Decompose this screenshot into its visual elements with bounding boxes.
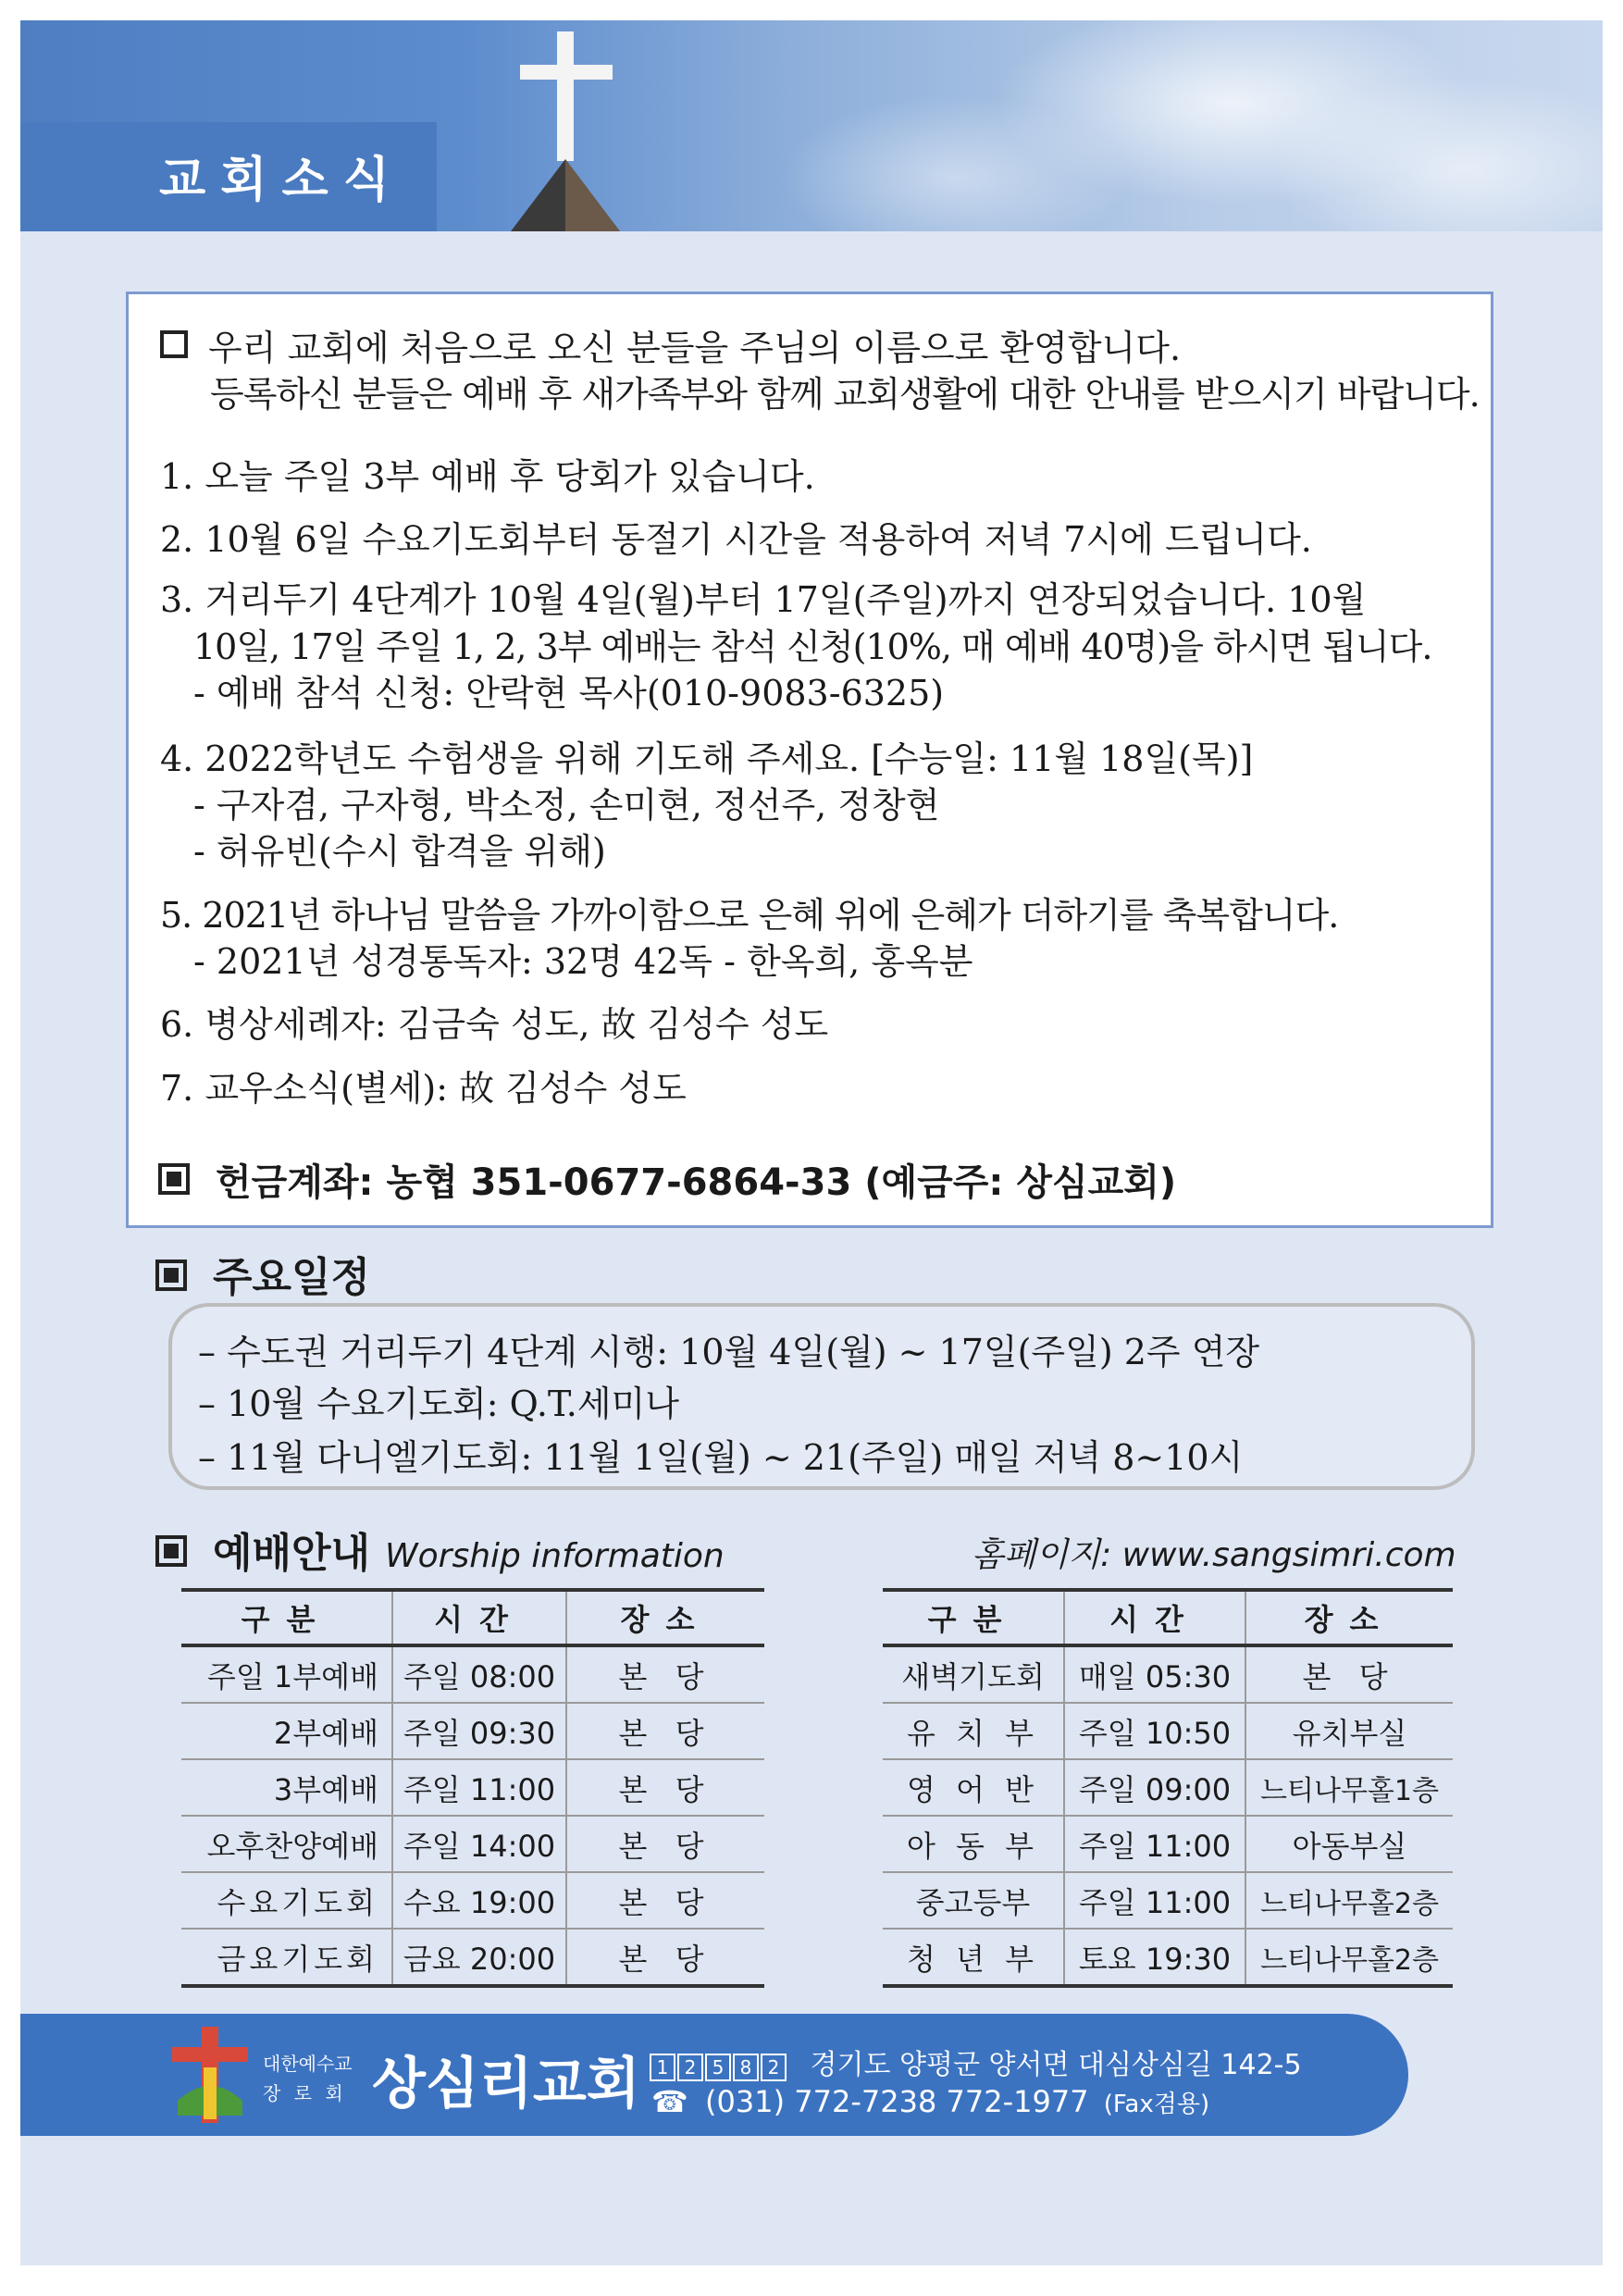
table-row: 수요기도회 수요 19:00 본 당	[181, 1872, 764, 1929]
column-header: 구분	[883, 1590, 1064, 1645]
notice-box	[126, 292, 1493, 1228]
homepage-link[interactable]: 홈페이지: www.sangsimri.com	[972, 1536, 1456, 1574]
worship-heading: 예배안내 Worship information	[155, 1520, 725, 1579]
table-row: 2부예배 주일 09:30 본 당	[181, 1703, 764, 1759]
column-header: 시간	[1064, 1590, 1245, 1645]
address-line: 1 2 5 8 2 경기도 양평군 양서면 대심상심길 142-5	[650, 2042, 1302, 2082]
table-row: 아 동 부 주일 11:00 아동부실	[883, 1816, 1453, 1872]
schedule-item: – 10월 수요기도회: Q.T.세미나	[198, 1384, 679, 1424]
notice-3-line-2: 10일, 17일 주일 1, 2, 3부 예배는 참석 신청(10%, 매 예배 40명)을 하시면 됩니다.	[193, 627, 1432, 667]
notice-3-line-3: - 예배 참석 신청: 안락현 목사(010-9083-6325)	[193, 673, 945, 714]
square-bullet-icon	[158, 1163, 190, 1195]
table-row: 영 어 반 주일 09:00 느티나무홀1층	[883, 1759, 1453, 1816]
table-row: 청 년 부 토요 19:30 느티나무홀2층	[883, 1929, 1453, 1986]
square-bullet-icon	[155, 1535, 187, 1567]
footer-bar	[20, 2014, 1408, 2136]
page-title: 교회소식	[159, 153, 404, 208]
schedule-heading: 주요일정	[155, 1244, 370, 1303]
worship-table-left	[181, 1588, 764, 1988]
checkbox-bullet-icon	[160, 330, 188, 358]
notice-4-line-2: - 구자겸, 구자형, 박소정, 손미현, 정선주, 정창현	[193, 785, 940, 825]
welcome-line-1: 우리 교회에 처음으로 오신 분들을 주님의 이름으로 환영합니다.	[160, 328, 1181, 368]
table-row: 3부예배 주일 11:00 본 당	[181, 1759, 764, 1816]
phone-line: ☎ (031) 772-7238 772-1977 (Fax겸용)	[651, 2084, 1210, 2119]
table-row: 금요기도회 금요 20:00 본 당	[181, 1929, 764, 1986]
table-row: 새벽기도회 매일 05:30 본 당	[883, 1645, 1453, 1703]
notice-2: 2. 10월 6일 수요기도회부터 동절기 시간을 적용하여 저녁 7시에 드립니다.	[160, 519, 1312, 560]
column-header: 장소	[566, 1590, 764, 1645]
square-bullet-icon	[155, 1260, 187, 1291]
schedule-box	[168, 1303, 1475, 1490]
church-logo-icon	[168, 2027, 252, 2123]
header-banner	[20, 20, 1603, 231]
column-header: 시간	[392, 1590, 566, 1645]
church-name: 상심리교회	[372, 2052, 640, 2116]
denomination-line-1: 대한예수교	[263, 2053, 353, 2075]
notice-4-line-3: - 허유빈(수시 합격을 위해)	[193, 831, 606, 872]
denomination-line-2: 장 로 회	[263, 2082, 347, 2104]
welcome-line-2: 등록하신 분들은 예배 후 새가족부와 함께 교회생활에 대한 안내를 받으시기 바랍니다.	[210, 374, 1480, 415]
column-header: 장소	[1245, 1590, 1453, 1645]
notice-6: 6. 병상세례자: 김금숙 성도, 故 김성수 성도	[160, 1004, 829, 1045]
phone-icon: ☎	[651, 2084, 688, 2119]
notice-5-line-2: - 2021년 성경통독자: 32명 42독 - 한옥희, 홍옥분	[193, 941, 973, 982]
offering-account: 헌금계좌: 농협 351-0677-6864-33 (예금주: 상심교회)	[158, 1153, 1176, 1206]
church-cross-icon	[492, 20, 640, 231]
worship-table-right	[883, 1588, 1453, 1988]
table-row: 주일 1부예배 주일 08:00 본 당	[181, 1645, 764, 1703]
notice-4: 4. 2022학년도 수험생을 위해 기도해 주세요. [수능일: 11월 18일(목)]	[160, 738, 1254, 779]
schedule-item: – 수도권 거리두기 4단계 시행: 10월 4일(월) ~ 17일(주일) 2주 연장	[198, 1332, 1260, 1372]
table-row: 오후찬양예배 주일 14:00 본 당	[181, 1816, 764, 1872]
table-row: 중고등부 주일 11:00 느티나무홀2층	[883, 1872, 1453, 1929]
column-header: 구분	[181, 1590, 392, 1645]
notice-5: 5. 2021년 하나님 말씀을 가까이함으로 은혜 위에 은혜가 더하기를 축복합니다.	[160, 895, 1339, 936]
schedule-item: – 11월 다니엘기도회: 11월 1일(월) ~ 21(주일) 매일 저녁 8~10시	[198, 1437, 1244, 1478]
notice-3: 3. 거리두기 4단계가 10월 4일(월)부터 17일(주일)까지 연장되었습니다. 10월	[160, 579, 1367, 620]
table-row: 유 치 부 주일 10:50 유치부실	[883, 1703, 1453, 1759]
notice-7: 7. 교우소식(별세): 故 김성수 성도	[160, 1068, 687, 1109]
notice-1: 1. 오늘 주일 3부 예배 후 당회가 있습니다.	[160, 456, 815, 497]
